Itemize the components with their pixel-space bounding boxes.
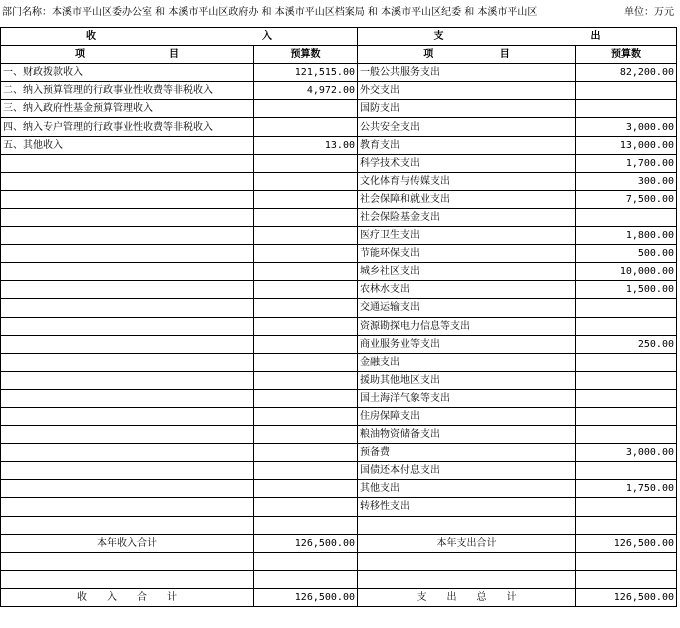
income-item-cell (1, 299, 254, 317)
expense-year-total-label: 本年支出合计 (358, 534, 576, 552)
grand-total-row (1, 588, 677, 606)
table-row (1, 263, 677, 281)
income-item-cell (1, 516, 254, 534)
expense-item-cell: 交通运输支出 (358, 299, 576, 317)
expense-item-cell: 转移性支出 (358, 498, 576, 516)
table-row (1, 281, 677, 299)
expense-item-cell: 一般公共服务支出 (358, 64, 576, 82)
income-amount-cell (254, 317, 358, 335)
income-amount-cell (254, 100, 358, 118)
income-item-cell (1, 263, 254, 281)
income-item-header-left: 项 (75, 49, 85, 61)
expense-item-cell: 外交支出 (358, 82, 576, 100)
table-row (1, 426, 677, 444)
table-row (1, 389, 677, 407)
expense-amount-cell: 82,200.00 (576, 64, 677, 82)
table-row (1, 444, 677, 462)
income-amount-cell (254, 407, 358, 425)
income-amount-cell (254, 227, 358, 245)
unit-label: 单位：万元 (624, 7, 674, 18)
income-item-cell (1, 190, 254, 208)
blank-cell (1, 552, 254, 570)
expense-amount-header: 预算数 (576, 46, 677, 64)
expense-item-header-right: 目 (499, 49, 510, 61)
expense-item-cell: 社会保障和就业支出 (358, 190, 576, 208)
expense-amount-cell (576, 407, 677, 425)
blank-cell (576, 552, 677, 570)
expense-amount-cell (576, 100, 677, 118)
income-amount-cell (254, 389, 358, 407)
income-item-cell: 一、财政拨款收入 (1, 64, 254, 82)
income-amount-cell: 121,515.00 (254, 64, 358, 82)
income-item-cell (1, 407, 254, 425)
expense-amount-cell (576, 371, 677, 389)
table-row (1, 208, 677, 226)
income-amount-header: 预算数 (254, 46, 358, 64)
expense-amount-cell (576, 516, 677, 534)
expense-item-cell: 粮油物资储备支出 (358, 426, 576, 444)
expense-amount-cell (576, 208, 677, 226)
expense-item-cell: 科学技术支出 (358, 154, 576, 172)
income-item-header (1, 46, 254, 64)
table-row (1, 82, 677, 100)
expense-grand-total-amount: 126,500.00 (576, 588, 677, 606)
income-amount-cell (254, 353, 358, 371)
income-year-total-amount: 126,500.00 (254, 534, 358, 552)
blank-cell (254, 570, 358, 588)
expense-item-cell: 援助其他地区支出 (358, 371, 576, 389)
expense-header-right: 出 (590, 31, 601, 43)
income-item-header-right: 目 (169, 49, 179, 61)
expense-item-cell: 医疗卫生支出 (358, 227, 576, 245)
sheet-meta (0, 0, 680, 26)
income-grand-total-label: 收 入 合 计 (1, 588, 254, 606)
income-item-cell (1, 426, 254, 444)
expense-item-cell: 国防支出 (358, 100, 576, 118)
expense-item-cell: 农林水支出 (358, 281, 576, 299)
table-row (1, 227, 677, 245)
expense-amount-cell (576, 389, 677, 407)
blank-cell (358, 570, 576, 588)
table-row (1, 118, 677, 136)
expense-amount-cell: 3,000.00 (576, 444, 677, 462)
income-amount-cell (254, 498, 358, 516)
expense-grand-total-label: 支 出 总 计 (358, 588, 576, 606)
income-item-cell (1, 498, 254, 516)
expense-item-cell: 住房保障支出 (358, 407, 576, 425)
income-item-cell (1, 154, 254, 172)
income-amount-cell (254, 462, 358, 480)
table-row (1, 335, 677, 353)
income-amount-cell (254, 190, 358, 208)
income-item-cell (1, 317, 254, 335)
income-item-cell: 二、纳入预算管理的行政事业性收费等非税收入 (1, 82, 254, 100)
income-amount-cell (254, 118, 358, 136)
income-item-cell (1, 208, 254, 226)
income-item-cell (1, 371, 254, 389)
income-amount-cell (254, 208, 358, 226)
expense-item-cell: 金融支出 (358, 353, 576, 371)
table-row (1, 498, 677, 516)
income-item-cell (1, 389, 254, 407)
blank-row (1, 570, 677, 588)
income-amount-cell (254, 154, 358, 172)
expense-item-cell: 教育支出 (358, 136, 576, 154)
expense-amount-cell: 1,750.00 (576, 480, 677, 498)
income-amount-cell (254, 299, 358, 317)
income-amount-cell (254, 444, 358, 462)
expense-amount-cell (576, 462, 677, 480)
expense-item-cell: 节能环保支出 (358, 245, 576, 263)
expense-item-cell: 城乡社区支出 (358, 263, 576, 281)
expense-amount-cell: 10,000.00 (576, 263, 677, 281)
table-row (1, 100, 677, 118)
income-grand-total-amount: 126,500.00 (254, 588, 358, 606)
expense-amount-cell: 250.00 (576, 335, 677, 353)
expense-item-cell: 社会保险基金支出 (358, 208, 576, 226)
expense-amount-cell: 3,000.00 (576, 118, 677, 136)
income-item-cell (1, 353, 254, 371)
expense-item-header-left: 项 (423, 49, 434, 61)
income-amount-cell (254, 335, 358, 353)
table-row (1, 190, 677, 208)
expense-item-cell: 国土海洋气象等支出 (358, 389, 576, 407)
section-header-row (1, 28, 677, 46)
table-row (1, 516, 677, 534)
income-amount-cell: 13.00 (254, 136, 358, 154)
expense-item-cell: 国债还本付息支出 (358, 462, 576, 480)
income-item-cell (1, 462, 254, 480)
expense-amount-cell: 500.00 (576, 245, 677, 263)
blank-row (1, 552, 677, 570)
expense-amount-cell (576, 82, 677, 100)
expense-item-cell: 文化体育与传媒支出 (358, 172, 576, 190)
income-amount-cell (254, 281, 358, 299)
expense-item-cell: 其他支出 (358, 480, 576, 498)
income-item-cell (1, 245, 254, 263)
expense-item-cell: 资源勘探电力信息等支出 (358, 317, 576, 335)
expense-amount-cell: 300.00 (576, 172, 677, 190)
table-row (1, 317, 677, 335)
income-item-cell (1, 480, 254, 498)
income-amount-cell: 4,972.00 (254, 82, 358, 100)
income-item-cell (1, 335, 254, 353)
table-row (1, 154, 677, 172)
income-amount-cell (254, 245, 358, 263)
table-row (1, 353, 677, 371)
income-year-total-label: 本年收入合计 (1, 534, 254, 552)
income-header-left: 收 (86, 31, 96, 43)
income-item-cell (1, 227, 254, 245)
income-item-cell: 四、纳入专户管理的行政事业性收费等非税收入 (1, 118, 254, 136)
income-amount-cell (254, 263, 358, 281)
income-amount-cell (254, 371, 358, 389)
expense-amount-cell (576, 426, 677, 444)
blank-cell (1, 570, 254, 588)
expense-amount-cell (576, 299, 677, 317)
table-row (1, 371, 677, 389)
budget-table (0, 27, 677, 607)
income-item-cell: 三、纳入政府性基金预算管理收入 (1, 100, 254, 118)
table-row (1, 462, 677, 480)
expense-amount-cell: 1,500.00 (576, 281, 677, 299)
expense-amount-cell (576, 353, 677, 371)
expense-section-header (358, 28, 677, 46)
department-label: 部门名称：本溪市平山区委办公室 和 本溪市平山区政府办 和 本溪市平山区档案局 和 本溪市平山区纪委 和 本溪市平山区 (2, 7, 538, 18)
income-amount-cell (254, 426, 358, 444)
income-item-cell: 五、其他收入 (1, 136, 254, 154)
blank-cell (576, 570, 677, 588)
table-row (1, 245, 677, 263)
income-amount-cell (254, 480, 358, 498)
table-row (1, 480, 677, 498)
table-row (1, 172, 677, 190)
column-header-row (1, 46, 677, 64)
expense-header-left: 支 (433, 31, 444, 43)
expense-item-cell: 公共安全支出 (358, 118, 576, 136)
blank-cell (254, 552, 358, 570)
expense-amount-cell (576, 317, 677, 335)
year-total-row (1, 534, 677, 552)
expense-amount-cell: 1,800.00 (576, 227, 677, 245)
expense-item-header (358, 46, 576, 64)
expense-item-cell: 预备费 (358, 444, 576, 462)
income-header-right: 入 (262, 31, 272, 43)
table-row (1, 136, 677, 154)
expense-item-cell: 商业服务业等支出 (358, 335, 576, 353)
table-row (1, 299, 677, 317)
income-item-cell (1, 172, 254, 190)
expense-year-total-amount: 126,500.00 (576, 534, 677, 552)
table-row (1, 64, 677, 82)
income-amount-cell (254, 516, 358, 534)
budget-table-body (1, 28, 677, 607)
expense-amount-cell (576, 498, 677, 516)
income-item-cell (1, 281, 254, 299)
income-amount-cell (254, 172, 358, 190)
expense-amount-cell: 13,000.00 (576, 136, 677, 154)
blank-cell (358, 552, 576, 570)
expense-amount-cell: 7,500.00 (576, 190, 677, 208)
income-section-header (1, 28, 358, 46)
expense-item-cell (358, 516, 576, 534)
income-item-cell (1, 444, 254, 462)
table-row (1, 407, 677, 425)
expense-amount-cell: 1,700.00 (576, 154, 677, 172)
